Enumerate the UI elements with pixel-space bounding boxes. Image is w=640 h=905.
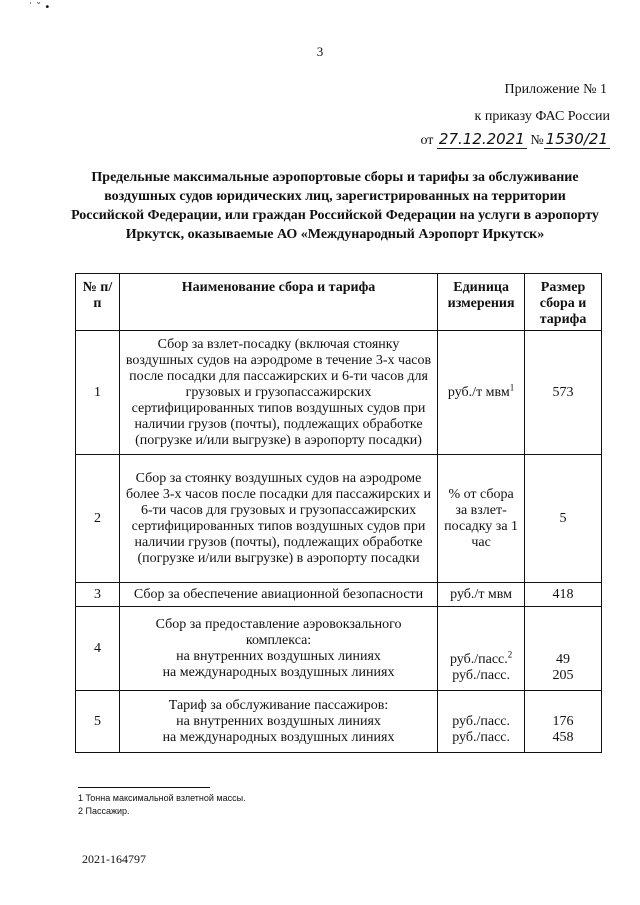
row-num: 4 xyxy=(76,607,120,691)
document-number: 2021-164797 xyxy=(82,852,146,866)
footnote-divider xyxy=(78,787,210,788)
row-name: Сбор за взлет-посадку (включая стоянку воздушных судов на аэродроме в течение 3-х часов после посадки для пассажирских и 6-ти часов для грузовых и грузопассажирских сертифицированных типов воздушных судов при наличии грузов (почты), подлежащих обработке (погрузке и/или выгрузке) в аэропорту посадки) xyxy=(119,331,437,455)
page-number: 3 xyxy=(316,44,324,59)
row-size: 418 xyxy=(525,583,602,607)
footnote-ref: 2 xyxy=(507,649,513,660)
unit-domestic xyxy=(441,649,521,668)
size-intl: 205 xyxy=(552,668,574,683)
row-size: 5 xyxy=(525,455,602,583)
table-row xyxy=(76,691,602,753)
footnote-ref: 1 xyxy=(509,381,515,392)
row-name xyxy=(119,691,437,753)
row-name: Сбор за обеспечение авиационной безопасности xyxy=(119,583,437,607)
row-name-title: Сбор за предоставление аэровокзального комплекса: xyxy=(155,616,402,648)
unit-intl: руб./пасс. xyxy=(452,730,510,745)
row-unit: руб./т мвм xyxy=(438,583,525,607)
row-size: 573 xyxy=(525,331,602,455)
row-num: 3 xyxy=(76,583,120,607)
fees-table xyxy=(75,273,602,753)
size-intl: 458 xyxy=(552,730,574,745)
row-unit xyxy=(438,607,525,691)
row-name xyxy=(119,607,437,691)
header-num: № п/п xyxy=(76,274,120,331)
handwritten-date: 27.12.2021 xyxy=(438,130,525,148)
header-name: Наименование сбора и тарифа xyxy=(119,274,437,331)
table-header-row xyxy=(76,274,602,331)
row-name-intl: на международных воздушных линиях xyxy=(162,729,395,745)
footnote-1: 1 Тонна максимальной взлетной массы. xyxy=(78,793,246,803)
table-row xyxy=(76,455,602,583)
appendix-date-number xyxy=(420,126,610,154)
footnote-2: 2 Пассажир. xyxy=(78,806,130,816)
row-unit xyxy=(438,331,525,455)
row-num: 1 xyxy=(76,331,120,455)
unit-text: руб./пасс. xyxy=(449,652,508,667)
header-size: Размер сбора и тарифа xyxy=(525,274,602,331)
row-name-title: Тариф за обслуживание пассажиров: xyxy=(168,697,389,713)
handwritten-number: 1530/21 xyxy=(545,130,608,148)
number-prefix: № xyxy=(530,133,544,148)
appendix-label: Приложение № 1 xyxy=(504,82,607,97)
row-name-domestic: на внутренних воздушных линиях xyxy=(176,648,381,664)
row-unit xyxy=(438,691,525,753)
row-name-intl: на международных воздушных линиях xyxy=(162,664,395,680)
scan-marks: ˙ ˘ • xyxy=(28,2,51,13)
row-size xyxy=(525,691,602,753)
unit-text: руб./т мвм xyxy=(447,384,510,400)
row-name: Сбор за стоянку воздушных судов на аэродроме более 3-х часов после посадки для пассажирских и 6-ти часов для грузовых и грузопассажирских сертифицированных типов воздушных судов при наличии грузов (почты), подлежащих обработке (погрузке и/или выгрузке) в аэропорту посадки xyxy=(119,455,437,583)
row-num: 5 xyxy=(76,691,120,753)
size-domestic: 49 xyxy=(556,652,571,667)
document-title: Предельные максимальные аэропортовые сборы и тарифы за обслуживание воздушных судов юридических лиц, зарегистрированных на территории Российской Федерации, или граждан Российской Федерации на услуги в аэропорту Иркутск, оказываемые АО «Международный Аэропорт Иркутск» xyxy=(71,170,599,242)
table-row xyxy=(76,331,602,455)
row-size xyxy=(525,607,602,691)
row-name-domestic: на внутренних воздушных линиях xyxy=(176,713,381,729)
date-prefix: от xyxy=(420,133,434,148)
table-row xyxy=(76,583,602,607)
appendix-order-ref: к приказу ФАС России xyxy=(474,109,610,124)
size-domestic: 176 xyxy=(552,714,574,729)
row-num: 2 xyxy=(76,455,120,583)
row-unit: % от сбора за взлет-посадку за 1 час xyxy=(438,455,525,583)
unit-domestic: руб./пасс. xyxy=(452,714,510,729)
unit-intl: руб./пасс. xyxy=(452,668,510,683)
header-unit: Единица измерения xyxy=(438,274,525,331)
table-row xyxy=(76,607,602,691)
